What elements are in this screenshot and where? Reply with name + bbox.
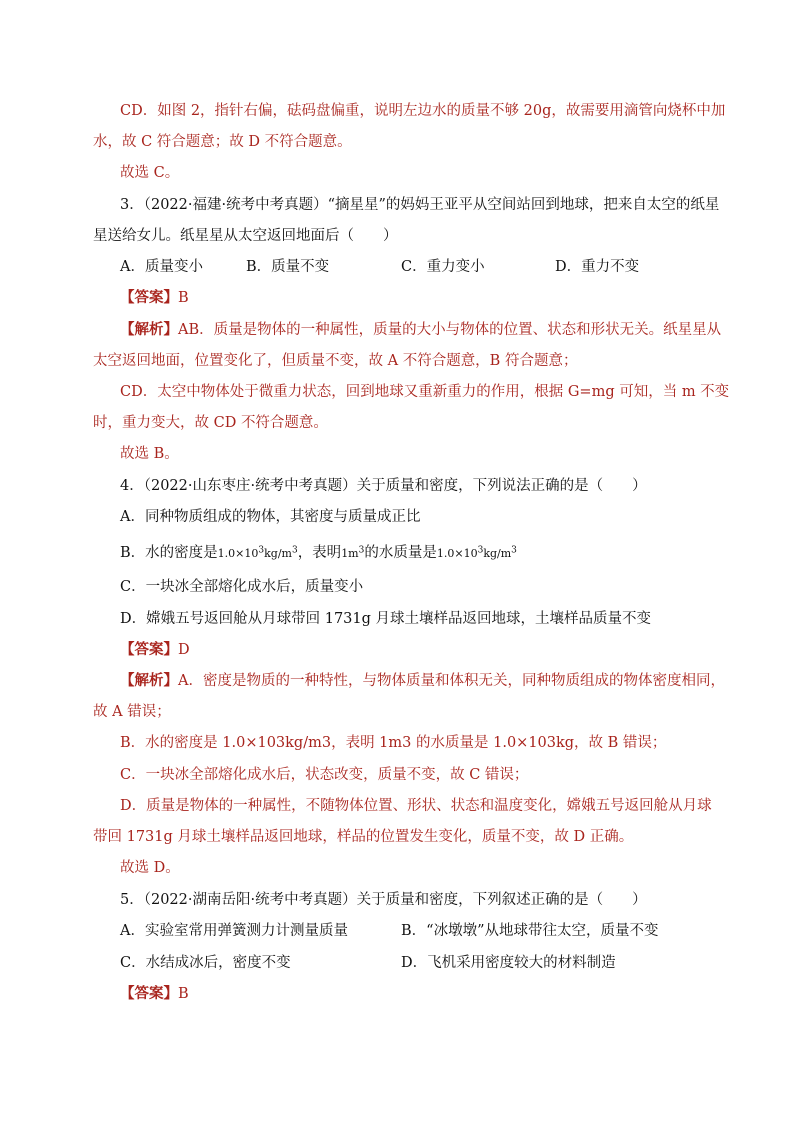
q3-cd-label: CD [120, 384, 143, 400]
q5-answer [120, 984, 189, 1004]
q4-analysis-d-line-2: 带回 1731g 月球土壤样品返回地球，样品的位置发生变化，质量不变，故 D 正确。 [93, 829, 634, 845]
q4-b-v2: 1m [341, 547, 359, 560]
q3-stem-line-2: 星送给女儿。纸星星从太空返回地面后（ ） [93, 228, 398, 244]
q5-option-c: C．水结成冰后，密度不变 [120, 955, 291, 971]
q4-analysis-d-line-1: D．质量是物体的一种属性，不随物体位置、形状、状态和温度变化，嫦娥五号返回舱从月球 [120, 798, 712, 814]
q4-stem-text: 关于质量和密度，下列说法正确的是（ ） [356, 478, 647, 494]
q5-answer-tag: 【答案】 [120, 985, 178, 1002]
q5-option-a: A．实验室常用弹簧测力计测量质量 [120, 923, 348, 939]
q4-option-b [120, 543, 517, 564]
q3-analysis-line-2: 太空返回地面，位置变化了，但质量不变，故 A 不符合题意，B 符合题意； [93, 353, 578, 369]
q4-option-b-value-3 [437, 547, 517, 560]
q4-analysis-a-line-2: 故 A 错误； [93, 704, 171, 720]
q4-b-u3: kg/m [483, 547, 512, 560]
q3-cd-line-2: 时，重力变大，故 CD 不符合题意。 [93, 415, 328, 431]
q3-answer-tag: 【答案】 [120, 289, 178, 306]
q3-option-d: D．重力不变 [555, 259, 640, 275]
q4-b-ue3: 3 [511, 545, 517, 556]
q4-option-a: A．同种物质组成的物体，其密度与质量成正比 [120, 509, 421, 525]
q4-b-v3: 1.0×10 [436, 547, 478, 560]
q4-source: （2022·山东枣庄·统考中考真题） [143, 478, 357, 494]
q3-analysis-text-1: ．质量是物体的一种属性，质量的大小与物体的位置、状态和形状无关。纸星星从 [199, 322, 722, 338]
q4-b-ue1: 3 [291, 545, 298, 556]
q5-source: （2022·湖南岳阳·统考中考真题） [143, 892, 357, 908]
q3-stem-a: “摘星星”的妈妈王亚平从空间站回到地球，把来自太空的纸星 [327, 197, 720, 213]
q5-option-b: B．“冰墩墩”从地球带往太空，质量不变 [401, 923, 659, 939]
q4-analysis-tag: 【解析】 [120, 672, 178, 689]
q4-option-b-1: B．水的密度是 [120, 545, 218, 561]
q3-analysis-ab: AB [178, 322, 200, 338]
q3-source: （2022·福建·统考中考真题） [143, 197, 328, 213]
q3-analysis-line-1 [120, 320, 721, 340]
q4-b-e1: 3 [258, 545, 265, 556]
q4-b-e3: 3 [477, 545, 484, 556]
q3-answer-value: B [178, 290, 189, 306]
q4-answer [120, 640, 190, 660]
q2-cd-line-2: 水，故 C 符合题意；故 D 不符合题意。 [93, 134, 352, 150]
q3-option-a: A．质量变小 [120, 259, 203, 275]
q3-cd-text-1: ．太空中物体处于微重力状态，回到地球又重新重力的作用，根据 G=mg 可知，当 m 不变 [142, 384, 730, 400]
q4-answer-value: D [178, 642, 190, 658]
q2-conclusion: 故选 C。 [120, 165, 180, 181]
q4-option-b-2: ，表明 [297, 545, 342, 561]
q5-option-d: D．飞机采用密度较大的材料制造 [401, 955, 616, 971]
q3-stem-line-1 [120, 195, 719, 215]
q4-stem [120, 476, 647, 496]
q4-b-v1: 1.0×10 [217, 547, 259, 560]
q3-option-b: B．质量不变 [246, 259, 330, 275]
q4-number: 4． [120, 478, 144, 494]
q2-cd-line-1: CD．如图 2，指针右偏，砝码盘偏重，说明左边水的质量不够 20g，故需要用滴管向烧杯中加 [120, 103, 726, 119]
q5-number: 5． [120, 892, 144, 908]
q4-analysis-a-line-1 [120, 671, 725, 691]
q4-option-b-value-2 [341, 547, 364, 560]
q3-number: 3． [120, 197, 144, 213]
q4-option-b-value-1 [218, 547, 298, 560]
q4-analysis-c: C．一块冰全部熔化成水后，状态改变，质量不变，故 C 错误； [120, 767, 529, 783]
q4-option-d: D．嫦娥五号返回舱从月球带回 1731g 月球土壤样品返回地球，土壤样品质量不变 [120, 611, 652, 627]
q5-stem-text: 关于质量和密度，下列叙述正确的是（ ） [356, 892, 647, 908]
q5-stem [120, 890, 647, 910]
q4-answer-tag: 【答案】 [120, 641, 178, 658]
q4-analysis-a-text: ．密度是物质的一种特性，与物体质量和体积无关，同种物质组成的物体密度相同， [188, 673, 725, 689]
q3-cd-line-1 [120, 382, 729, 402]
q4-conclusion: 故选 D。 [120, 860, 180, 876]
q3-conclusion: 故选 B。 [120, 446, 179, 462]
q3-option-c: C．重力变小 [401, 259, 485, 275]
q3-answer [120, 288, 189, 308]
q4-analysis-a-label: A [178, 673, 189, 689]
q5-answer-value: B [178, 986, 189, 1002]
q3-analysis-tag: 【解析】 [120, 321, 178, 338]
q4-analysis-b: B．水的密度是 1.0×103kg/m3，表明 1m3 的水质量是 1.0×103kg，故 B 错误； [120, 735, 667, 751]
q4-option-b-3: 的水质量是 [364, 545, 437, 561]
q4-b-e2: 3 [358, 545, 365, 556]
q4-option-c: C．一块冰全部熔化成水后，质量变小 [120, 579, 364, 595]
q4-b-u1: kg/m [264, 547, 292, 560]
